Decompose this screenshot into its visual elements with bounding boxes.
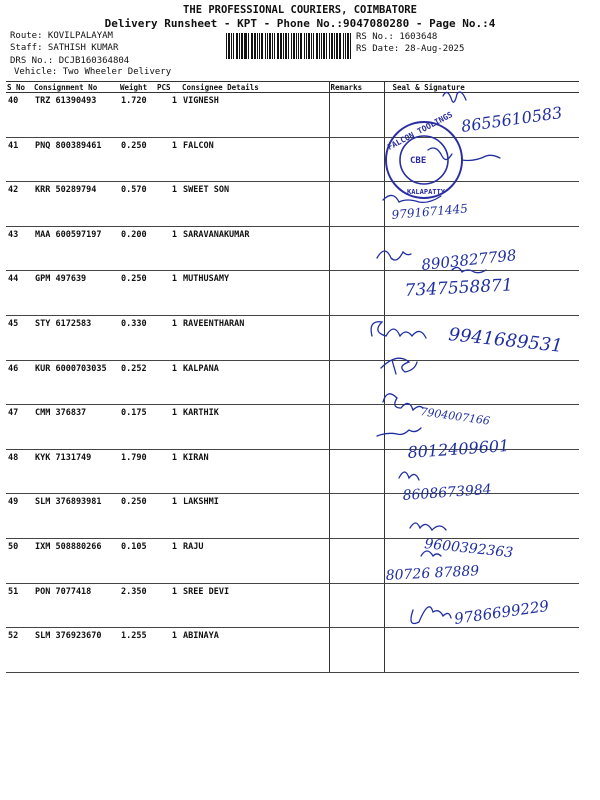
cell-sno: 48: [6, 449, 33, 494]
cell-pcs: 1: [156, 405, 181, 450]
cell-sno: 45: [6, 315, 33, 360]
cell-signature: [384, 538, 579, 583]
cell-sno: 51: [6, 583, 33, 628]
barcode-image: [226, 33, 354, 59]
cell-weight: 0.570: [119, 182, 156, 227]
table-row: [6, 315, 579, 360]
cell-remarks: [329, 538, 384, 583]
phone-row-50: 9600392363: [423, 536, 514, 562]
cell-consignee: SREE DEVI: [181, 583, 329, 628]
cell-pcs: 1: [156, 360, 181, 405]
table-row: [6, 93, 579, 138]
cell-weight: 0.105: [119, 538, 156, 583]
cell-consignee: VIGNESH: [181, 93, 329, 138]
cell-consignment: SLM 376923670: [33, 628, 119, 673]
drs-number: DRS No.: DCJB160364804: [10, 56, 130, 66]
cell-sno: 41: [6, 137, 33, 182]
cell-remarks: [329, 315, 384, 360]
cell-weight: 0.175: [119, 405, 156, 450]
cell-signature: [384, 405, 579, 450]
cell-pcs: 1: [156, 93, 181, 138]
phone-row-51: 80726 87889: [385, 563, 480, 584]
cell-consignment: GPM 497639: [33, 271, 119, 316]
cell-sno: 50: [6, 538, 33, 583]
cell-consignment: KRR 50289794: [33, 182, 119, 227]
cell-consignment: STY 6172583: [33, 315, 119, 360]
cell-weight: 0.250: [119, 271, 156, 316]
cell-weight: 0.250: [119, 137, 156, 182]
cell-sno: 42: [6, 182, 33, 227]
cell-remarks: [329, 226, 384, 271]
col-header-pcs: PCS: [156, 82, 181, 93]
company-title: THE PROFESSIONAL COURIERS, COIMBATORE: [183, 4, 417, 16]
cell-sno: 44: [6, 271, 33, 316]
cell-consignment: TRZ 61390493: [33, 93, 119, 138]
col-header-sno: S No: [6, 82, 33, 93]
cell-consignee: RAJU: [181, 538, 329, 583]
phone-row-40: 8655610583: [459, 102, 564, 136]
table-header-row: [6, 82, 579, 93]
col-header-consignee: Consignee Details: [181, 82, 329, 93]
cell-sno: 52: [6, 628, 33, 673]
cell-signature: [384, 315, 579, 360]
cell-consignee: KIRAN: [181, 449, 329, 494]
cell-signature: [384, 137, 579, 182]
cell-signature: [384, 583, 579, 628]
cell-consignment: PNQ 800389461: [33, 137, 119, 182]
col-header-signature: Seal & Signature: [384, 82, 579, 93]
phone-row-43: 8903827798: [420, 246, 518, 274]
table-row: [6, 137, 579, 182]
cell-consignment: PON 7077418: [33, 583, 119, 628]
cell-remarks: [329, 628, 384, 673]
staff-label: Staff: SATHISH KUMAR: [10, 43, 119, 53]
cell-pcs: 1: [156, 494, 181, 539]
cell-signature: [384, 449, 579, 494]
cell-consignee: FALCON: [181, 137, 329, 182]
cell-signature: [384, 628, 579, 673]
cell-signature: [384, 271, 579, 316]
cell-sno: 40: [6, 93, 33, 138]
cell-remarks: [329, 93, 384, 138]
cell-weight: 0.330: [119, 315, 156, 360]
cell-consignee: KALPANA: [181, 360, 329, 405]
stamp-text: FALCON TOOLINGS: [386, 110, 455, 152]
cell-weight: 1.255: [119, 628, 156, 673]
stamp-initials: CBE: [410, 156, 427, 166]
cell-remarks: [329, 137, 384, 182]
route-label: Route: KOVILPALAYAM: [10, 31, 113, 41]
table-row: [6, 583, 579, 628]
cell-sno: 47: [6, 405, 33, 450]
col-header-remarks: Remarks: [329, 82, 384, 93]
cell-consignee: LAKSHMI: [181, 494, 329, 539]
cell-pcs: 1: [156, 226, 181, 271]
cell-consignment: CMM 376837: [33, 405, 119, 450]
cell-consignee: KARTHIK: [181, 405, 329, 450]
cell-consignee: SARAVANAKUMAR: [181, 226, 329, 271]
phone-row-47: 7904007166: [419, 405, 491, 428]
cell-consignment: IXM 508880266: [33, 538, 119, 583]
cell-remarks: [329, 405, 384, 450]
cell-remarks: [329, 182, 384, 227]
table-row: [6, 360, 579, 405]
cell-consignment: MAA 600597197: [33, 226, 119, 271]
cell-remarks: [329, 583, 384, 628]
table-row: [6, 494, 579, 539]
cell-signature: [384, 494, 579, 539]
cell-signature: [384, 360, 579, 405]
col-header-consignment: Consignment No: [33, 82, 119, 93]
phone-row-44: 7347558871: [404, 275, 514, 301]
cell-sno: 49: [6, 494, 33, 539]
cell-weight: 0.200: [119, 226, 156, 271]
cell-consignee: SWEET SON: [181, 182, 329, 227]
cell-remarks: [329, 360, 384, 405]
table-row: [6, 538, 579, 583]
table-row: [6, 449, 579, 494]
table-row: [6, 226, 579, 271]
vehicle-label: Vehicle: Two Wheeler Delivery: [14, 67, 172, 77]
cell-remarks: [329, 271, 384, 316]
cell-weight: 1.790: [119, 449, 156, 494]
runsheet-table: [6, 81, 579, 673]
cell-pcs: 1: [156, 628, 181, 673]
cell-pcs: 1: [156, 271, 181, 316]
phone-row-52: 9786699229: [453, 596, 551, 628]
cell-sno: 46: [6, 360, 33, 405]
cell-pcs: 1: [156, 315, 181, 360]
cell-signature: [384, 182, 579, 227]
cell-remarks: [329, 494, 384, 539]
cell-signature: [384, 93, 579, 138]
phone-row-48: 8012409601: [406, 435, 510, 462]
cell-pcs: 1: [156, 182, 181, 227]
rs-date: RS Date: 28-Aug-2025: [356, 44, 465, 54]
cell-pcs: 1: [156, 137, 181, 182]
cell-weight: 1.720: [119, 93, 156, 138]
cell-pcs: 1: [156, 449, 181, 494]
cell-consignment: KYK 7131749: [33, 449, 119, 494]
runsheet-subtitle: Delivery Runsheet - KPT - Phone No.:9047080280 - Page No.:4: [104, 17, 496, 30]
cell-remarks: [329, 449, 384, 494]
table-row: [6, 628, 579, 673]
stamp-city: KALAPATTY: [407, 188, 445, 196]
cell-consignee: ABINAYA: [181, 628, 329, 673]
table-row: [6, 271, 579, 316]
phone-row-49: 8608673984: [402, 481, 493, 504]
table-row: [6, 182, 579, 227]
cell-consignment: KUR 6000703035: [33, 360, 119, 405]
cell-sno: 43: [6, 226, 33, 271]
cell-weight: 0.250: [119, 494, 156, 539]
cell-weight: 2.350: [119, 583, 156, 628]
cell-consignee: MUTHUSAMY: [181, 271, 329, 316]
cell-consignee: RAVEENTHARAN: [181, 315, 329, 360]
cell-pcs: 1: [156, 538, 181, 583]
cell-pcs: 1: [156, 583, 181, 628]
phone-row-45: 9941689531: [447, 324, 564, 357]
table-row: [6, 405, 579, 450]
phone-row-42: 9791671445: [391, 201, 469, 222]
cell-signature: [384, 226, 579, 271]
rs-number: RS No.: 1603648: [356, 32, 438, 42]
cell-consignment: SLM 376893981: [33, 494, 119, 539]
col-header-weight: Weight: [119, 82, 156, 93]
cell-weight: 0.252: [119, 360, 156, 405]
